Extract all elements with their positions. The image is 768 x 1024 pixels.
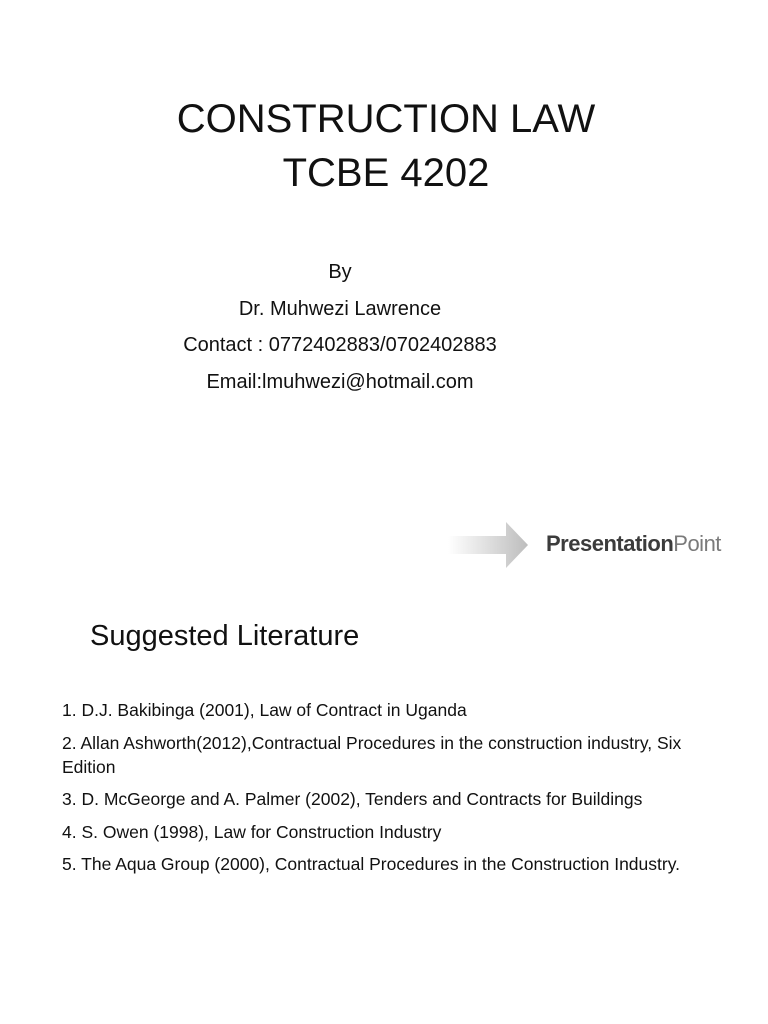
logo-wordmark: [546, 531, 721, 557]
arrow-right-icon: [448, 522, 530, 568]
slide-title-line-2: TCBE 4202: [282, 151, 490, 195]
section-heading: Suggested Literature: [90, 620, 360, 652]
author-byline: [0, 254, 680, 400]
list-item: 3. D. McGeorge and A. Palmer (2002), Tenders and Contracts for Buildings: [62, 789, 643, 809]
byline-by: By: [328, 261, 352, 283]
list-item: 2. Allan Ashworth(2012),Contractual Procedures in the construction industry, Six Edition: [62, 732, 682, 777]
list-item: 4. S. Owen (1998), Law for Construction Industry: [62, 821, 442, 842]
author-contact: Contact : 0772402883/0702402883: [183, 334, 497, 356]
literature-slide: [0, 580, 768, 1024]
author-name: Dr. Muhwezi Lawrence: [238, 297, 442, 320]
slide-title-line-1: CONSTRUCTION LAW: [176, 97, 596, 141]
literature-list: [62, 698, 702, 885]
slide-title: [0, 92, 768, 200]
presentationpoint-logo: [448, 520, 758, 570]
list-item: 5. The Aqua Group (2000), Contractual Procedures in the Construction Industry.: [62, 854, 681, 874]
logo-word-point: Point: [673, 531, 721, 556]
logo-word-presentation: Presentation: [546, 531, 674, 556]
list-item: 1. D.J. Bakibinga (2001), Law of Contract in Uganda: [62, 700, 467, 720]
author-email: Email:lmuhwezi@hotmail.com: [206, 370, 474, 393]
